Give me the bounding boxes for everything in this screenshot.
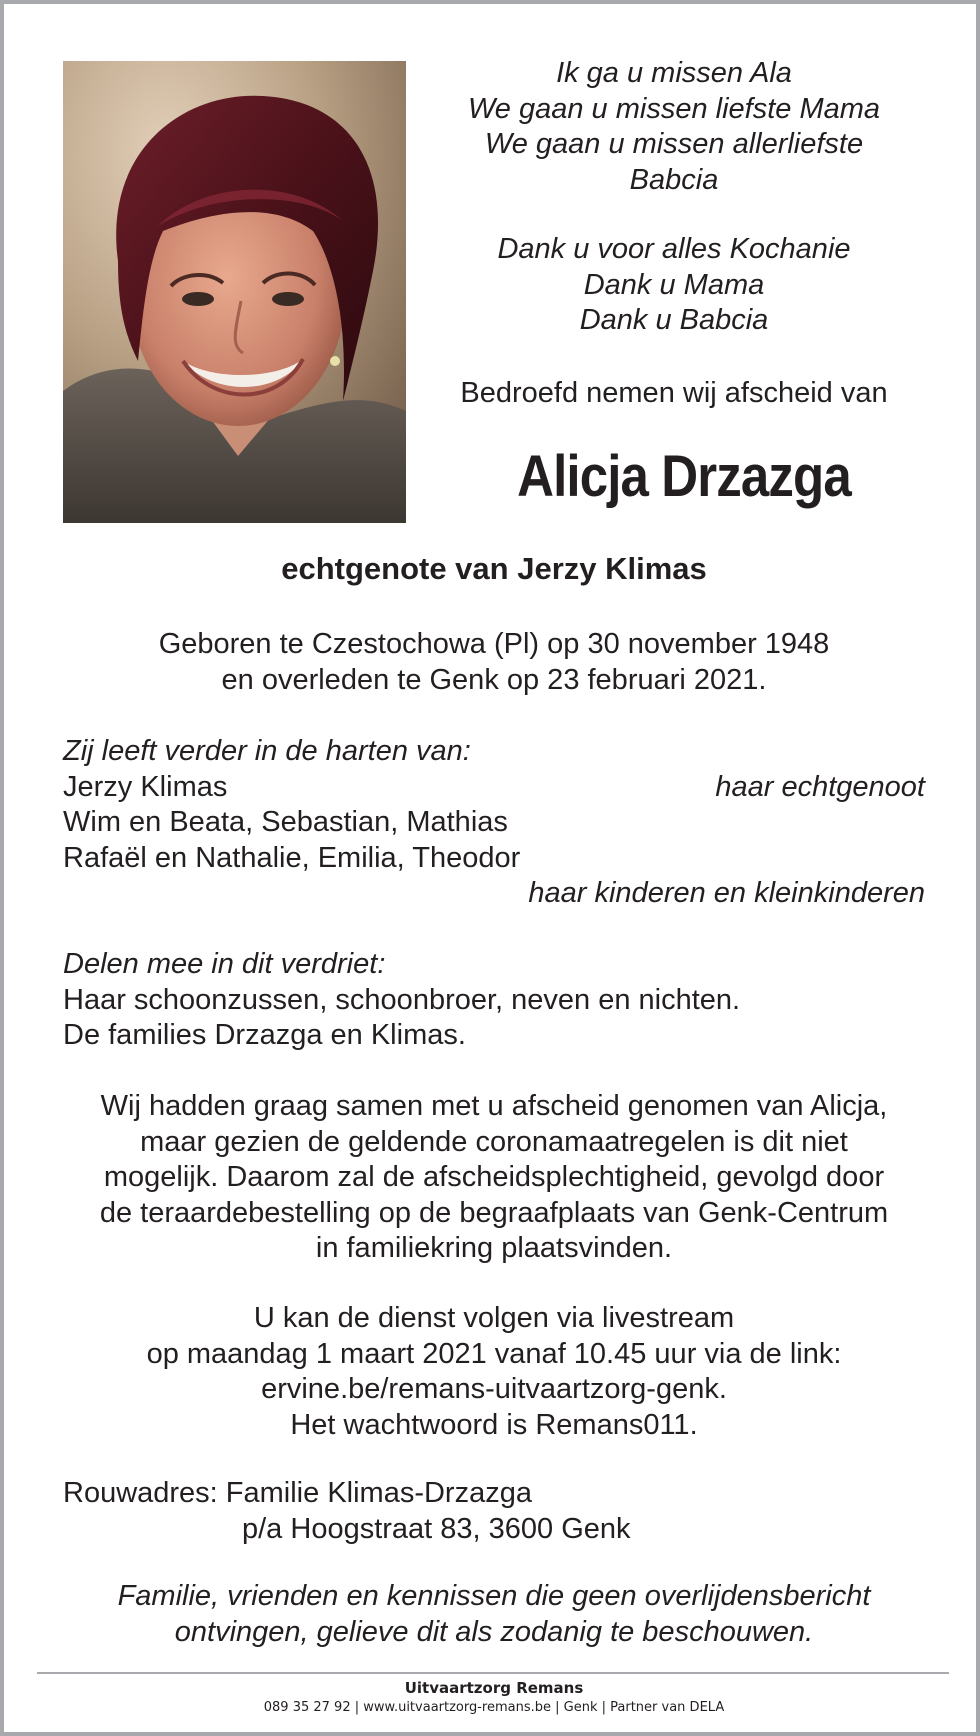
ceremony-line: Wij hadden graag samen met u afscheid genomen van Alicja,	[100, 1090, 888, 1122]
poem-line: We gaan u missen liefste Mama	[467, 92, 881, 125]
mourners-line: De families Drzazga en Klimas.	[63, 1019, 466, 1051]
husband-name: Jerzy Klimas	[63, 770, 228, 803]
livestream-notice	[44, 1301, 944, 1443]
survivors-section	[63, 734, 925, 912]
ceremony-line: mogelijk. Daarom zal de afscheidsplechtigheid, gevolgd door	[103, 1161, 885, 1193]
husband-role: haar echtgenoot	[715, 770, 925, 803]
address-street: p/a Hoogstraat 83, 3600 Genk	[242, 1512, 631, 1545]
children-role: haar kinderen en kleinkinderen	[528, 877, 925, 909]
mourners-line: Haar schoonzussen, schoonbroer, neven en nichten.	[63, 983, 741, 1016]
footer-divider	[37, 1672, 949, 1674]
closing-line: Familie, vrienden en kennissen die geen overlijdensbericht	[117, 1580, 871, 1612]
closing-note	[44, 1579, 944, 1650]
footer-contact: 089 35 27 92 | www.uitvaartzorg-remans.be | Genk | Partner van DELA	[263, 1700, 725, 1715]
poem-line: We gaan u missen allerliefste	[484, 128, 864, 160]
intro-text: Bedroefd nemen wij afscheid van	[460, 377, 888, 409]
livestream-line: op maandag 1 maart 2021 vanaf 10.45 uur via de link:	[146, 1337, 842, 1370]
poem-line: Ik ga u missen Ala	[556, 57, 792, 89]
portrait-illustration	[63, 61, 406, 523]
footer-company: Uitvaartzorg Remans	[404, 1679, 584, 1697]
birth-death-info	[44, 627, 944, 698]
portrait-photo	[63, 61, 406, 523]
poem-line: Dank u Mama	[583, 268, 765, 301]
mourning-address	[63, 1476, 925, 1547]
husband-row	[63, 770, 925, 806]
ceremony-line: in familiekring plaatsvinden.	[315, 1232, 673, 1264]
poem-line: Dank u voor alles Kochanie	[497, 233, 851, 265]
deceased-name: Alicja Drzazga	[517, 444, 851, 509]
mourners-heading: Delen mee in dit verdriet:	[63, 948, 386, 980]
ceremony-line: maar gezien de geldende coronamaatregelen is dit niet	[140, 1125, 848, 1158]
livestream-link: ervine.be/remans-uitvaartzorg-genk.	[261, 1373, 727, 1405]
poem-first-stanza	[424, 56, 924, 198]
livestream-line: U kan de dienst volgen via livestream	[253, 1302, 735, 1334]
closing-line: ontvingen, gelieve dit als zodanig te beschouwen.	[174, 1615, 814, 1648]
birth-line: Geboren te Czestochowa (Pl) op 30 november 1948	[158, 628, 830, 660]
mourners-section	[63, 947, 925, 1054]
children-line: Rafaël en Nathalie, Emilia, Theodor	[63, 841, 521, 874]
survivors-heading: Zij leeft verder in de harten van:	[63, 735, 471, 767]
children-line: Wim en Beata, Sebastian, Mathias	[63, 806, 508, 838]
poem-line: Babcia	[629, 163, 719, 196]
spouse-line: echtgenote van Jerzy Klimas	[281, 551, 707, 586]
ceremony-line: de teraardebestelling op de begraafplaats van Genk-Centrum	[99, 1196, 889, 1229]
address-line: Rouwadres: Familie Klimas-Drzazga	[63, 1477, 532, 1509]
poem-line: Dank u Babcia	[579, 304, 769, 336]
death-line: en overleden te Genk op 23 februari 2021.	[221, 663, 767, 696]
ceremony-notice	[44, 1089, 944, 1267]
livestream-password: Het wachtwoord is Remans011.	[290, 1408, 698, 1441]
poem-second-stanza	[424, 232, 924, 339]
